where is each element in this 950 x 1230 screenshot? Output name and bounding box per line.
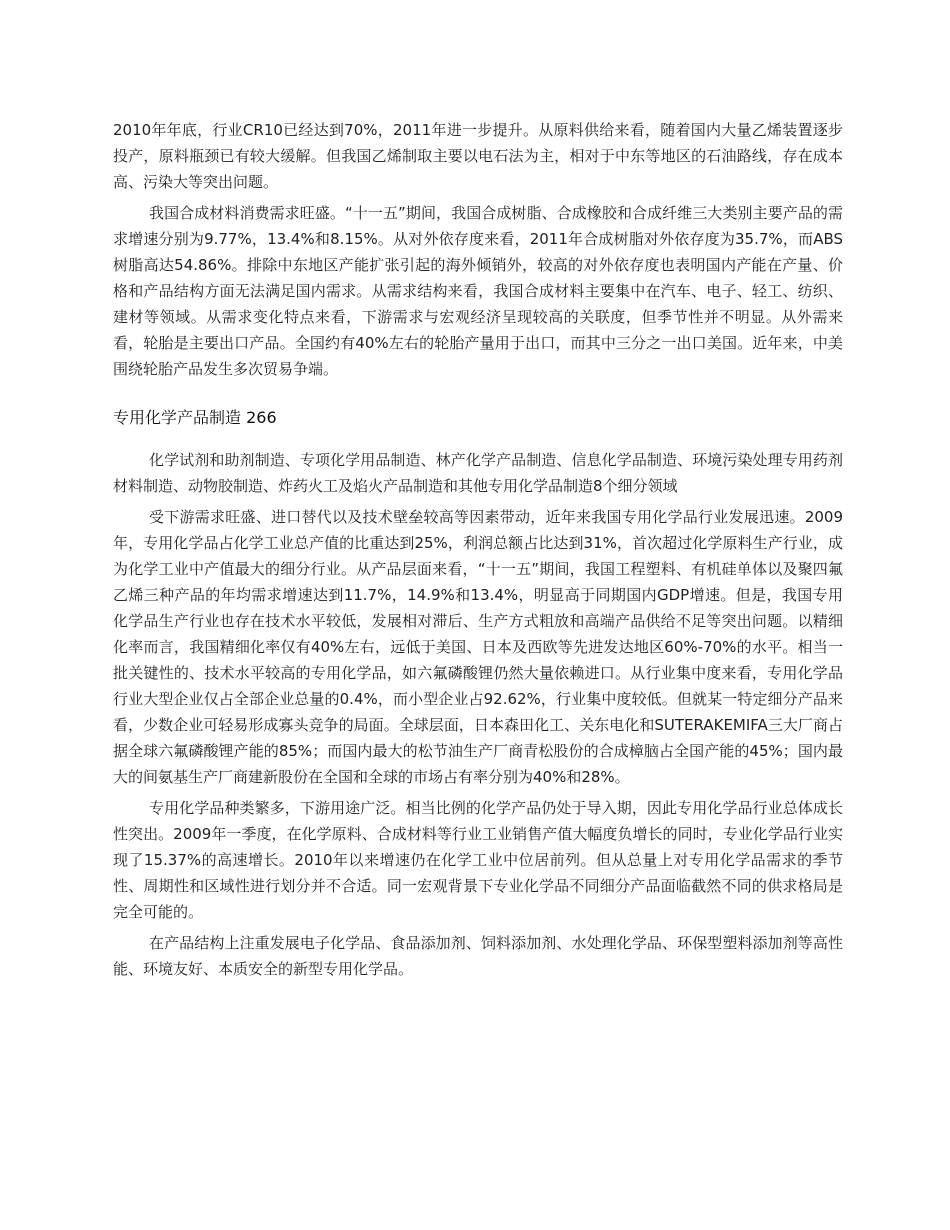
section-heading: 专用化学产品制造 266: [113, 408, 277, 427]
paragraph: 化学试剂和助剂制造、专项化学用品制造、林产化学产品制造、信息化学品制造、环境污染处理专用药剂材料制造、动物胶制造、炸药火工及焰火产品制造和其他专用化学品制造8个细分领域: [113, 451, 843, 495]
paragraph: 专用化学品种类繁多，下游用途广泛。相当比例的化学产品仍处于导入期，因此专用化学品行业总体成长性突出。2009年一季度，在化学原料、合成材料等行业工业销售产值大幅度负增长的同时，专业化学品行业实现了15.37%的高速增长。2010年以来增速仍在化学工业中位居前列。但从总量上对专用化学品需求的季节性、周期性和区域性进行划分并不合适。同一宏观背景下专业化学品不同细分产品面临截然不同的供求格局是完全可能的。: [113, 799, 843, 921]
paragraph: 在产品结构上注重发展电子化学品、食品添加剂、饲料添加剂、水处理化学品、环保型塑料添加剂等高性能、环境友好、本质安全的新型专用化学品。: [113, 934, 843, 978]
paragraph: 2010年年底，行业CR10已经达到70%，2011年进一步提升。从原料供给来看，随着国内大量乙烯装置逐步投产，原料瓶颈已有较大缓解。但我国乙烯制取主要以电石法为主，相对于中东等地区的石油路线，存在成本高、污染大等突出问题。: [113, 121, 843, 191]
paragraph: 受下游需求旺盛、进口替代以及技术壁垒较高等因素带动，近年来我国专用化学品行业发展迅速。2009年，专用化学品占化学工业总产值的比重达到25%，利润总额占比达到31%，首次超过化学原料生产行业，成为化学工业中产值最大的细分行业。从产品层面来看，“十一五”期间，我国工程塑料、有机硅单体以及聚四氟乙烯三种产品的年均需求增速达到11.7%，14.9%和13.4%，明显高于同期国内GDP增速。但是，我国专用化学品生产行业也存在技术水平较低，发展相对滞后、生产方式粗放和高端产品供给不足等突出问题。以精细化率而言，我国精细化率仅有40%左右，远低于美国、日本及西欧等先进发达地区60%-70%的水平。相当一批关键性的、技术水平较高的专用化学品，如六氟磷酸锂仍然大量依赖进口。从行业集中度来看，专用化学品行业大型企业仅占全部企业总量的0.4%，而小型企业占92.62%，行业集中度较低。但就某一特定细分产品来看，少数企业可轻易形成寡头竞争的局面。全球层面，日本森田化工、关东电化和SUTERAKEMIFA三大厂商占据全球六氟磷酸锂产能的85%；而国内最大的松节油生产厂商青松股份的合成樟脑占全国产能的45%；国内最大的间氨基生产厂商建新股份在全国和全球的市场占有率分别为40%和28%。: [113, 508, 843, 786]
paragraph: 我国合成材料消费需求旺盛。“十一五”期间，我国合成树脂、合成橡胶和合成纤维三大类别主要产品的需求增速分别为9.77%，13.4%和8.15%。从对外依存度来看，2011年合成树脂对外依存度为35.7%，而ABS树脂高达54.86%。排除中东地区产能扩张引起的海外倾销外，较高的对外依存度也表明国内产能在产量、价格和产品结构方面无法满足国内需求。从需求结构来看，我国合成材料主要集中在汽车、电子、轻工、纺织、建材等领域。从需求变化特点来看，下游需求与宏观经济呈现较高的关联度，但季节性并不明显。从外需来看，轮胎是主要出口产品。全国约有40%左右的轮胎产量用于出口，而其中三分之一出口美国。近年来，中美围绕轮胎产品发生多次贸易争端。: [113, 204, 843, 378]
document-page: [113, 117, 843, 982]
